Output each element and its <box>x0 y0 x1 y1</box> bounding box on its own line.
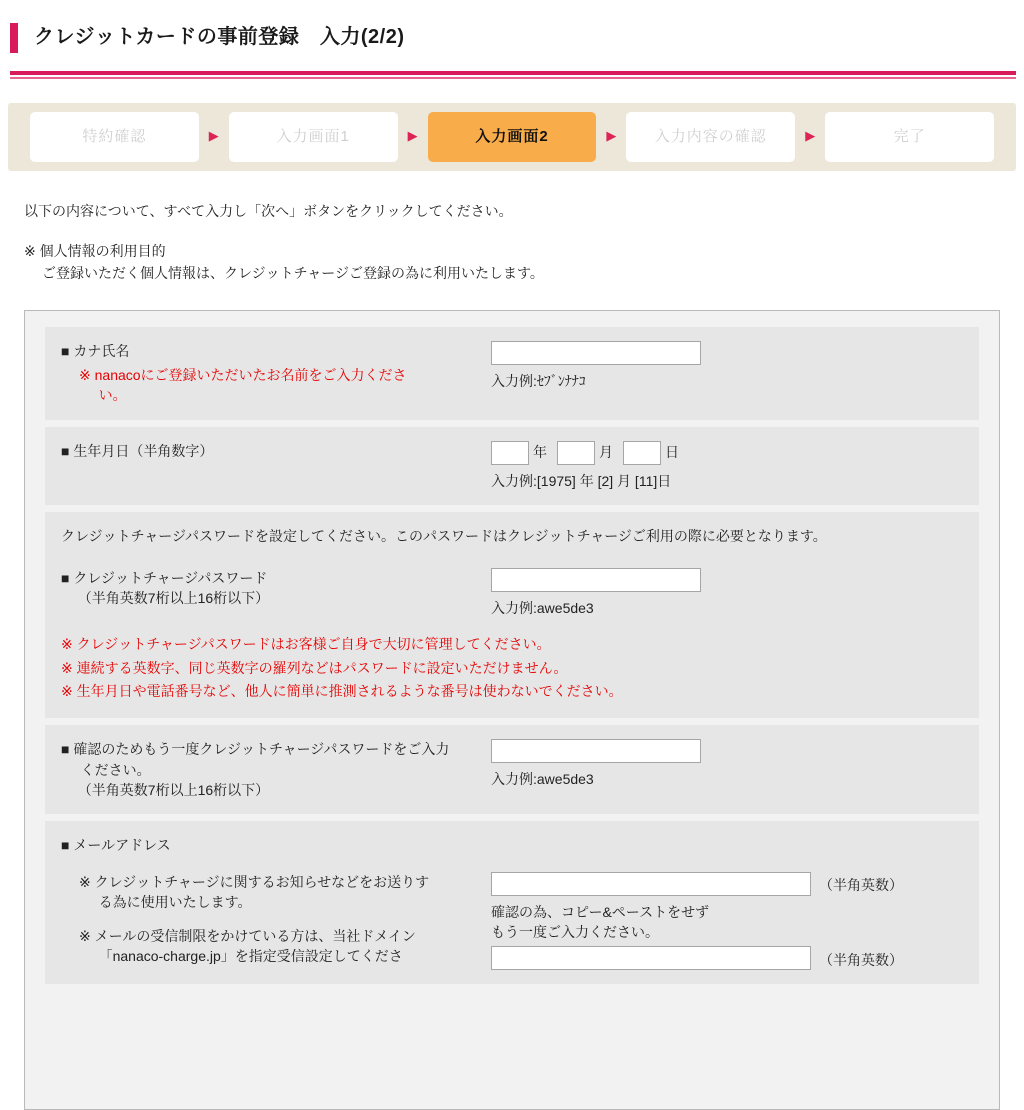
year-unit-label: 年 <box>533 444 547 461</box>
step-input2-label: 入力画面2 <box>475 127 549 145</box>
privacy-purpose-title: ※ 個人情報の利用目的 <box>24 243 166 260</box>
password-intro-text: クレジットチャージパスワードを設定してください。このパスワードはクレジットチャージご利用の際に必要となります。 <box>61 527 827 544</box>
step-terms-label: 特約確認 <box>82 127 147 145</box>
step-arrow-icon: ▶ <box>606 128 617 144</box>
step-arrow-icon: ▶ <box>805 128 816 144</box>
progress-steps <box>8 103 1016 171</box>
kana-name-example: 入力例:ｾﾌﾞﾝﾅﾅｺ <box>491 372 586 389</box>
email-confirm-input[interactable] <box>491 946 811 970</box>
step-terms <box>30 112 199 162</box>
email-row <box>45 821 979 984</box>
birth-date-row <box>45 427 979 505</box>
step-input2-active <box>428 112 597 162</box>
password-confirm-row <box>45 725 979 814</box>
title-accent-bar <box>10 23 18 53</box>
email-label: ■ メールアドレス <box>61 837 171 854</box>
kana-name-row <box>45 327 979 420</box>
step-input1 <box>229 112 398 162</box>
kana-name-input[interactable] <box>491 341 701 365</box>
password-confirm-label: ■ 確認のためもう一度クレジットチャージパスワードをご入力ください。 <box>61 741 450 778</box>
page-header <box>10 10 1016 79</box>
email-confirm-charset-hint: （半角英数） <box>819 951 903 968</box>
title-underline-primary <box>10 71 1016 75</box>
registration-form <box>24 310 1000 1110</box>
password-label-sub: （半角英数7桁以上16桁以下） <box>77 590 270 607</box>
step-complete-label: 完了 <box>893 127 926 145</box>
page-title: クレジットカードの事前登録 入力(2/2) <box>34 26 405 49</box>
password-example: 入力例:awe5de3 <box>491 600 594 617</box>
password-warning-2: ※ 連続する英数字、同じ英数字の羅列などはパスワードに設定いただけません。 <box>61 659 568 676</box>
intro-section <box>24 201 1000 284</box>
day-unit-label: 日 <box>665 444 679 461</box>
password-label: ■ クレジットチャージパスワード <box>61 570 268 587</box>
step-confirm <box>626 112 795 162</box>
email-confirm-hint-2: もう一度ご入力ください。 <box>491 923 659 940</box>
title-underline-secondary <box>10 77 1016 79</box>
step-arrow-icon: ▶ <box>208 128 219 144</box>
password-confirm-example: 入力例:awe5de3 <box>491 771 594 788</box>
password-warning-notes <box>61 634 963 701</box>
email-note-1: ※ クレジットチャージに関するお知らせなどをお送りする為に使用いたします。 <box>79 873 430 910</box>
kana-name-label: ■ カナ氏名 <box>61 342 130 359</box>
birth-day-input[interactable] <box>623 441 661 465</box>
email-note-2: ※ メールの受信制限をかけている方は、当社ドメイン「nanaco-charge.jp」を指定受信設定してくださ <box>79 928 416 965</box>
password-warning-3: ※ 生年月日や電話番号など、他人に簡単に推測されるような番号は使わないでください。 <box>61 683 623 700</box>
birth-year-input[interactable] <box>491 441 529 465</box>
birth-date-example: 入力例:[1975] 年 [2] 月 [11]日 <box>491 472 672 489</box>
month-unit-label: 月 <box>599 444 613 461</box>
email-confirm-hint-1: 確認の為、コピー&ペーストをせず <box>491 903 710 920</box>
password-row <box>45 512 979 718</box>
step-confirm-label: 入力内容の確認 <box>654 127 767 145</box>
step-arrow-icon: ▶ <box>407 128 418 144</box>
email-charset-hint: （半角英数） <box>819 877 903 894</box>
step-input1-label: 入力画面1 <box>276 127 350 145</box>
intro-instruction: 以下の内容について、すべて入力し「次へ」ボタンをクリックしてください。 <box>24 202 513 219</box>
password-confirm-input[interactable] <box>491 739 701 763</box>
birth-month-input[interactable] <box>557 441 595 465</box>
kana-name-note: ※ nanacoにご登録いただいたお名前をご入力ください。 <box>79 366 407 404</box>
birth-date-label: ■ 生年月日（半角数字） <box>61 442 214 459</box>
email-input[interactable] <box>491 872 811 896</box>
password-confirm-label-sub: （半角英数7桁以上16桁以下） <box>77 781 270 798</box>
step-complete <box>825 112 994 162</box>
password-warning-1: ※ クレジットチャージパスワードはお客様ご自身で大切に管理してください。 <box>61 636 551 653</box>
password-input[interactable] <box>491 568 701 592</box>
privacy-purpose-body: ご登録いただく個人情報は、クレジットチャージご登録の為に利用いたします。 <box>42 265 544 282</box>
